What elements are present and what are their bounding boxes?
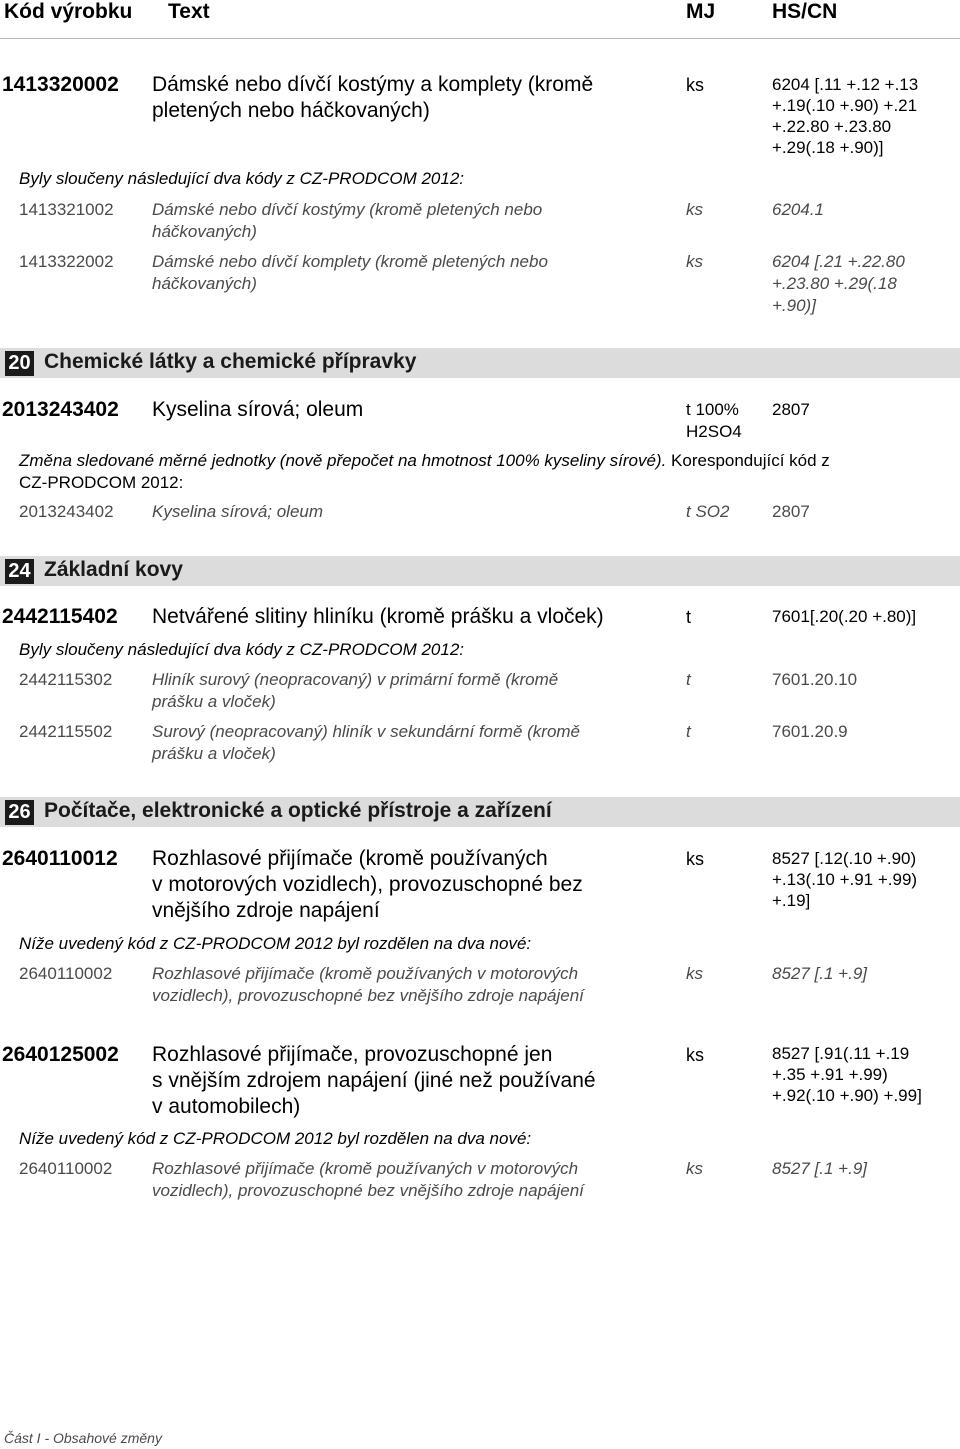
note-text: Změna sledované měrné jednotky (nově přepočet na hmotnost 100% kyseliny sírové). [19, 451, 667, 470]
col-header-unit: MJ [686, 0, 716, 23]
section-number: 20 [5, 351, 34, 376]
sub-text: Rozhlasové přijímače (kromě používaných v motorových [152, 1159, 579, 1178]
entry-text: v automobilech) [152, 1095, 301, 1118]
sub-code: 2442115502 [19, 722, 113, 741]
entry-text: Netvářené slitiny hliníku (kromě prášku a vloček) [152, 605, 604, 628]
entry-unit: ks [686, 849, 704, 869]
entry-text: Dámské nebo dívčí kostýmy a komplety (kromě [152, 73, 594, 96]
sub-hs: 6204 [.21 +.22.80 [772, 252, 905, 271]
sub-unit: ks [686, 200, 703, 219]
sub-unit: t [686, 670, 691, 689]
col-header-hs: HS/CN [772, 0, 838, 23]
section-header [0, 797, 960, 827]
entry-unit: H2SO4 [686, 422, 742, 441]
entry-note: Byly sloučeny následující dva kódy z CZ-PRODCOM 2012: [19, 640, 465, 659]
sub-text: Hliník surový (neopracovaný) v primární formě (kromě [152, 670, 559, 689]
entry-code: 2013243402 [2, 398, 119, 421]
entry-code: 2442115402 [2, 605, 118, 628]
sub-hs: 7601.20.10 [772, 670, 858, 689]
section-header [0, 556, 960, 586]
entry-hs: 8527 [.12(.10 +.90) [772, 849, 917, 868]
entry-code: 1413320002 [2, 73, 119, 96]
entry-note [19, 450, 830, 472]
sub-text: Surový (neopracovaný) hliník v sekundární formě (kromě [152, 722, 581, 741]
sub-text: Dámské nebo dívčí komplety (kromě pletených nebo [152, 252, 548, 271]
entry-note: Níže uvedený kód z CZ-PRODCOM 2012 byl rozdělen na dva nové: [19, 1129, 532, 1148]
section-header [0, 348, 960, 378]
entry-unit: t 100% [686, 400, 739, 419]
sub-text: háčkovaných) [152, 222, 257, 241]
sub-hs: 6204.1 [772, 200, 824, 219]
entry-unit: ks [686, 1045, 704, 1065]
entry-hs: 6204 [.11 +.12 +.13 [772, 75, 919, 94]
sub-text: prášku a vloček) [152, 744, 276, 763]
sub-hs: 8527 [.1 +.9] [772, 964, 867, 983]
section-number: 24 [5, 559, 34, 584]
sub-text: prášku a vloček) [152, 692, 276, 711]
entry-hs: 7601[.20(.20 +.80)] [772, 607, 917, 626]
entry-unit: t [686, 607, 692, 627]
entry-code: 2640110012 [2, 847, 118, 870]
entry-text: Kyselina sírová; oleum [152, 398, 364, 421]
sub-code: 2640110002 [19, 964, 113, 983]
sub-unit: t SO2 [686, 502, 730, 521]
sub-hs: +.90)] [772, 296, 816, 315]
page-footer: Část I - Obsahové změny [4, 1430, 162, 1446]
header-divider [0, 38, 960, 39]
entry-unit: ks [686, 75, 704, 95]
entry-hs: 8527 [.91(.11 +.19 [772, 1044, 910, 1063]
sub-unit: ks [686, 964, 703, 983]
entry-text: Rozhlasové přijímače (kromě používaných [152, 847, 548, 870]
entry-hs: +.19(.10 +.90) +.21 [772, 96, 918, 115]
entry-text: v motorových vozidlech), provozuschopné bez [152, 873, 583, 896]
sub-code: 2013243402 [19, 502, 114, 521]
sub-text: Rozhlasové přijímače (kromě používaných v motorových [152, 964, 579, 983]
col-header-code: Kód výrobku [4, 0, 133, 23]
entry-hs: 2807 [772, 400, 810, 419]
entry-hs: +.22.80 +.23.80 [772, 117, 892, 136]
sub-code: 1413321002 [19, 200, 114, 219]
sub-code: 2442115302 [19, 670, 113, 689]
sub-unit: t [686, 722, 691, 741]
entry-hs: +.13(.10 +.91 +.99) [772, 870, 918, 889]
sub-hs: 8527 [.1 +.9] [772, 1159, 867, 1178]
entry-text: vnějšího zdroje napájení [152, 899, 380, 922]
entry-hs: +.29(.18 +.90)] [772, 138, 884, 157]
sub-hs: 7601.20.9 [772, 722, 848, 741]
section-title: Počítače, elektronické a optické přístroje a zařízení [44, 799, 552, 822]
col-header-text: Text [168, 0, 210, 23]
section-number: 26 [5, 800, 34, 825]
sub-text: Dámské nebo dívčí kostýmy (kromě pletených nebo [152, 200, 543, 219]
note-text: Korespondující kód z [671, 451, 830, 470]
entry-hs: +.35 +.91 +.99) [772, 1065, 888, 1084]
sub-code: 2640110002 [19, 1159, 113, 1178]
entry-hs: +.92(.10 +.90) +.99] [772, 1086, 922, 1105]
sub-text: Kyselina sírová; oleum [152, 502, 324, 521]
sub-text: vozidlech), provozuschopné bez vnějšího zdroje napájení [152, 1181, 584, 1200]
sub-unit: ks [686, 1159, 703, 1178]
entry-text: s vnějším zdrojem napájení (jiné než používané [152, 1069, 596, 1092]
entry-text: Rozhlasové přijímače, provozuschopné jen [152, 1043, 553, 1066]
sub-code: 1413322002 [19, 252, 114, 271]
sub-hs: +.23.80 +.29(.18 [772, 274, 897, 293]
entry-code: 2640125002 [2, 1043, 119, 1066]
entry-note: CZ-PRODCOM 2012: [19, 473, 184, 492]
section-title: Základní kovy [44, 558, 183, 581]
sub-text: vozidlech), provozuschopné bez vnějšího zdroje napájení [152, 986, 584, 1005]
sub-unit: ks [686, 252, 703, 271]
section-title: Chemické látky a chemické přípravky [44, 350, 417, 373]
sub-hs: 2807 [772, 502, 810, 521]
entry-note: Byly sloučeny následující dva kódy z CZ-PRODCOM 2012: [19, 169, 465, 188]
entry-note: Níže uvedený kód z CZ-PRODCOM 2012 byl rozdělen na dva nové: [19, 934, 532, 953]
entry-hs: +.19] [772, 891, 811, 910]
sub-text: háčkovaných) [152, 274, 257, 293]
entry-text: pletených nebo háčkovaných) [152, 99, 430, 122]
